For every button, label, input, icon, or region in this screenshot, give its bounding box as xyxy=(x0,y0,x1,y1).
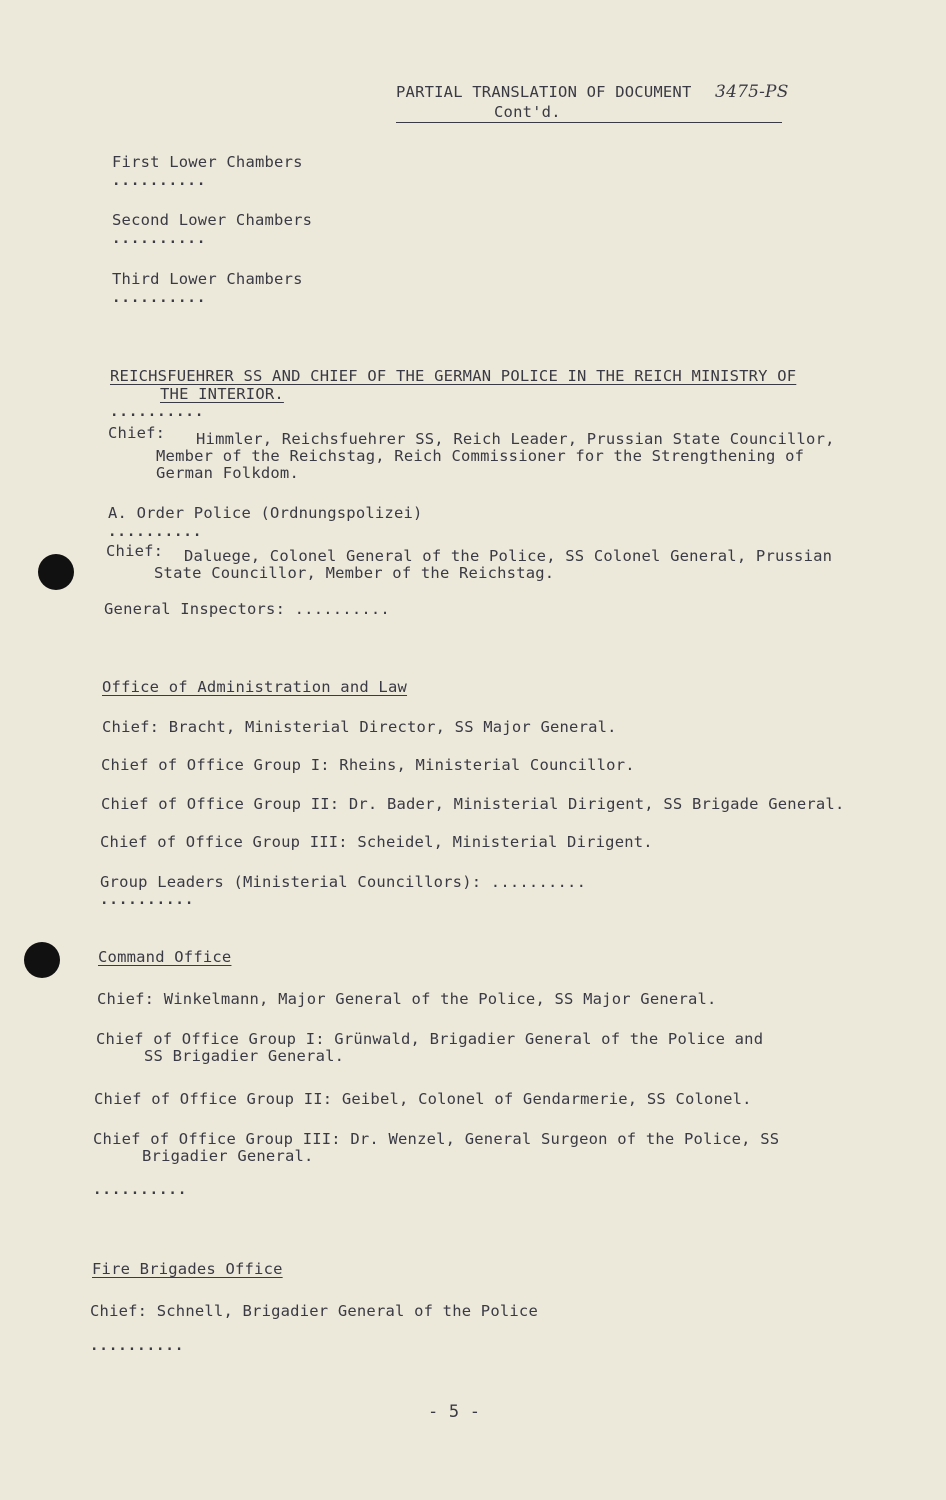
reich-chief-line2: Member of the Reichstag, Reich Commissioner for the Strengthening of xyxy=(156,447,805,465)
order-police-chief-line2: State Councillor, Member of the Reichstag. xyxy=(154,564,555,582)
reich-chief-line3: German Folkdom. xyxy=(156,464,299,482)
command-office-group1-line1: Chief of Office Group I: Grünwald, Brigadier General of the Police and xyxy=(96,1030,764,1048)
reich-heading-line2: THE INTERIOR. xyxy=(160,385,284,403)
reich-chief-line1: Himmler, Reichsfuehrer SS, Reich Leader, Prussian State Councillor, xyxy=(196,430,835,448)
order-police-chief-line1: Daluege, Colonel General of the Police, SS Colonel General, Prussian xyxy=(184,547,833,565)
order-police-chief-label: Chief: xyxy=(106,542,164,560)
chamber-third: Third Lower Chambers xyxy=(112,270,303,288)
page-number: - 5 - xyxy=(428,1402,481,1422)
punch-hole-bottom xyxy=(24,942,60,978)
fire-office-heading: Fire Brigades Office xyxy=(92,1260,283,1278)
dots-separator: .......... xyxy=(112,290,207,306)
chamber-first: First Lower Chambers xyxy=(112,153,303,171)
command-office-group3-line2: Brigadier General. xyxy=(142,1147,314,1165)
command-office-group2: Chief of Office Group II: Geibel, Colonel of Gendarmerie, SS Colonel. xyxy=(94,1090,752,1108)
continued-label: Cont'd. xyxy=(494,103,561,121)
chamber-second: Second Lower Chambers xyxy=(112,211,313,229)
admin-office-group1: Chief of Office Group I: Rheins, Ministerial Councillor. xyxy=(101,756,635,774)
admin-office-group2: Chief of Office Group II: Dr. Bader, Ministerial Dirigent, SS Brigade General. xyxy=(101,795,845,813)
dots-separator: .......... xyxy=(90,1338,185,1354)
command-office-group1-line2: SS Brigadier General. xyxy=(144,1047,345,1065)
admin-office-heading: Office of Administration and Law xyxy=(102,678,408,696)
document-number: 3475-PS xyxy=(715,82,789,102)
command-office-chief: Chief: Winkelmann, Major General of the Police, SS Major General. xyxy=(97,990,717,1008)
admin-office-chief: Chief: Bracht, Ministerial Director, SS Major General. xyxy=(102,718,617,736)
command-office-heading: Command Office xyxy=(98,948,232,966)
dots-separator: .......... xyxy=(112,173,207,189)
dots-separator: .......... xyxy=(112,231,207,247)
header-rule xyxy=(396,122,782,123)
reich-chief-label: Chief: xyxy=(108,424,166,442)
dots-separator: .......... xyxy=(110,404,205,420)
general-inspectors: General Inspectors: .......... xyxy=(104,600,390,618)
admin-group-leaders: Group Leaders (Ministerial Councillors): .......... xyxy=(100,873,587,891)
dots-separator: .......... xyxy=(93,1182,188,1198)
punch-hole-top xyxy=(38,554,74,590)
document-title: PARTIAL TRANSLATION OF DOCUMENT 3475-PS xyxy=(396,82,789,102)
reich-heading-line1: REICHSFUEHRER SS AND CHIEF OF THE GERMAN POLICE IN THE REICH MINISTRY OF xyxy=(110,367,797,385)
command-office-group3-line1: Chief of Office Group III: Dr. Wenzel, General Surgeon of the Police, SS xyxy=(93,1130,780,1148)
admin-office-group3: Chief of Office Group III: Scheidel, Ministerial Dirigent. xyxy=(100,833,653,851)
order-police-heading: A. Order Police (Ordnungspolizei) xyxy=(108,504,423,522)
dots-separator: .......... xyxy=(108,524,203,540)
dots-separator: .......... xyxy=(100,892,195,908)
fire-office-chief: Chief: Schnell, Brigadier General of the Police xyxy=(90,1302,538,1320)
